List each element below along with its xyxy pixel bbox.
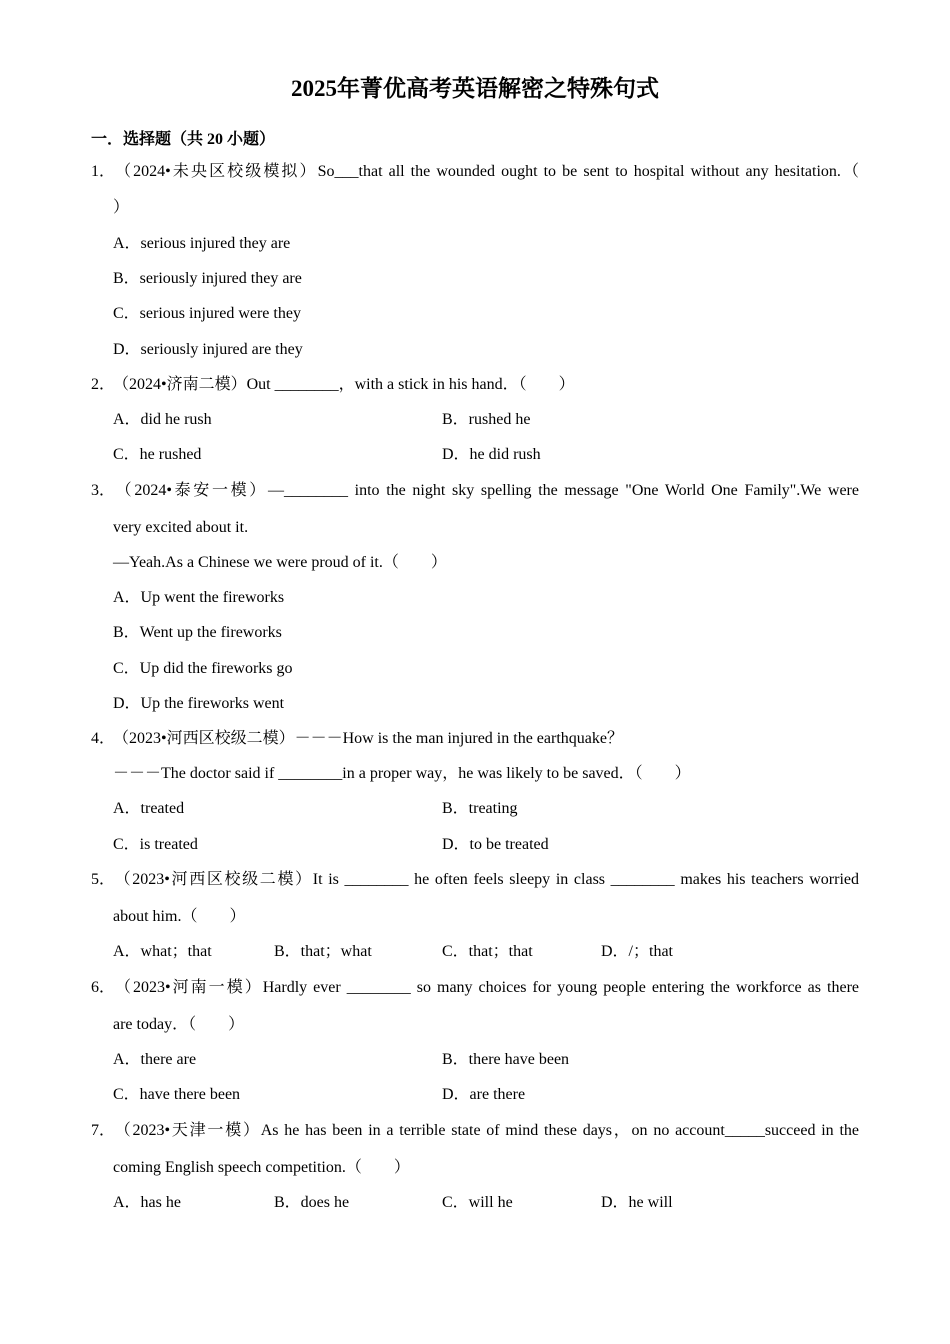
section-heading: 一．选择题（共 20 小题） xyxy=(91,131,276,148)
question-3-stem-cont: very excited about it. xyxy=(113,519,249,536)
question-3-option-a[interactable]: A．Up went the fireworks xyxy=(113,589,285,606)
question-4-option-c[interactable]: C．is treated xyxy=(113,836,198,853)
question-5-stem xyxy=(91,870,859,890)
question-number: 2． xyxy=(91,376,116,393)
question-1-option-b[interactable]: B．seriously injured they are xyxy=(113,270,302,287)
question-number: 4． xyxy=(91,730,116,747)
question-4-stem-cont: －－－The doctor said if ________in a proper way，he was likely to be saved．（ ） xyxy=(113,765,691,782)
question-7-option-d[interactable]: D．he will xyxy=(601,1194,673,1211)
question-6-stem xyxy=(91,978,859,998)
question-text: （2023•天津一模）As he has been in a terrible state of mind these days，on no account_____succeed in the xyxy=(113,1122,859,1139)
question-1-stem xyxy=(91,162,859,182)
question-2-option-b[interactable]: B．rushed he xyxy=(442,411,531,428)
question-number: 3． xyxy=(91,482,116,499)
question-3-option-b[interactable]: B．Went up the fireworks xyxy=(113,624,282,641)
question-1-option-d[interactable]: D．seriously injured are they xyxy=(113,341,303,358)
question-6-option-d[interactable]: D．are there xyxy=(442,1086,526,1103)
question-6-option-c[interactable]: C．have there been xyxy=(113,1086,241,1103)
question-3-option-d[interactable]: D．Up the fireworks went xyxy=(113,695,285,712)
question-text: （2024•未央区校级模拟）So___that all the wounded ought to be sent to hospital without any hesitation.（ xyxy=(113,163,859,180)
question-5-stem-cont: about him.（ ） xyxy=(113,908,246,925)
question-5-option-a[interactable]: A．what；that xyxy=(113,943,212,960)
question-7-option-b[interactable]: B．does he xyxy=(274,1194,350,1211)
question-3-stem-reply: —Yeah.As a Chinese we were proud of it.（ ） xyxy=(113,554,447,571)
question-6-stem-cont: are today．（ ） xyxy=(113,1016,245,1033)
question-text: （2023•河南一模）Hardly ever ________ so many choices for young people entering the workforce as there xyxy=(113,979,859,996)
question-1-option-a[interactable]: A．serious injured they are xyxy=(113,235,291,252)
question-number: 6． xyxy=(91,979,116,996)
document-title: 2025年菁优高考英语解密之特殊句式 xyxy=(291,76,659,101)
question-4-option-a[interactable]: A．treated xyxy=(113,800,185,817)
question-2-option-d[interactable]: D．he did rush xyxy=(442,446,541,463)
question-number: 7． xyxy=(91,1122,116,1139)
question-3-stem xyxy=(91,481,859,501)
question-7-stem-cont: coming English speech competition.（ ） xyxy=(113,1159,410,1176)
question-text: （2024•泰安一模）—________ into the night sky spelling the message "One World One Family".We were xyxy=(113,482,859,499)
question-text: （2023•河西区校级二模）It is ________ he often feels sleepy in class ________ makes his teachers worried xyxy=(113,871,859,888)
question-2-option-c[interactable]: C．he rushed xyxy=(113,446,202,463)
question-7-option-c[interactable]: C．will he xyxy=(442,1194,513,1211)
question-number: 5． xyxy=(91,871,116,888)
question-4-option-b[interactable]: B．treating xyxy=(442,800,518,817)
question-text: （2023•河西区校级二模）－－－How is the man injured in the earthquake？ xyxy=(113,730,623,747)
question-2-option-a[interactable]: A．did he rush xyxy=(113,411,212,428)
question-5-option-b[interactable]: B．that；what xyxy=(274,943,372,960)
question-2-stem xyxy=(91,375,575,395)
question-6-option-b[interactable]: B．there have been xyxy=(442,1051,570,1068)
question-5-option-d[interactable]: D．/；that xyxy=(601,943,673,960)
question-4-stem xyxy=(91,729,623,749)
question-1-stem-cont: ） xyxy=(113,199,130,216)
question-1-option-c[interactable]: C．serious injured were they xyxy=(113,305,301,322)
question-6-option-a[interactable]: A．there are xyxy=(113,1051,197,1068)
question-3-option-c[interactable]: C．Up did the fireworks go xyxy=(113,660,293,677)
question-7-option-a[interactable]: A．has he xyxy=(113,1194,181,1211)
question-4-option-d[interactable]: D．to be treated xyxy=(442,836,549,853)
question-text: （2024•济南二模）Out ________，with a stick in his hand．（ ） xyxy=(113,376,575,393)
question-number: 1． xyxy=(91,163,116,180)
question-5-option-c[interactable]: C．that；that xyxy=(442,943,533,960)
question-7-stem xyxy=(91,1121,859,1141)
